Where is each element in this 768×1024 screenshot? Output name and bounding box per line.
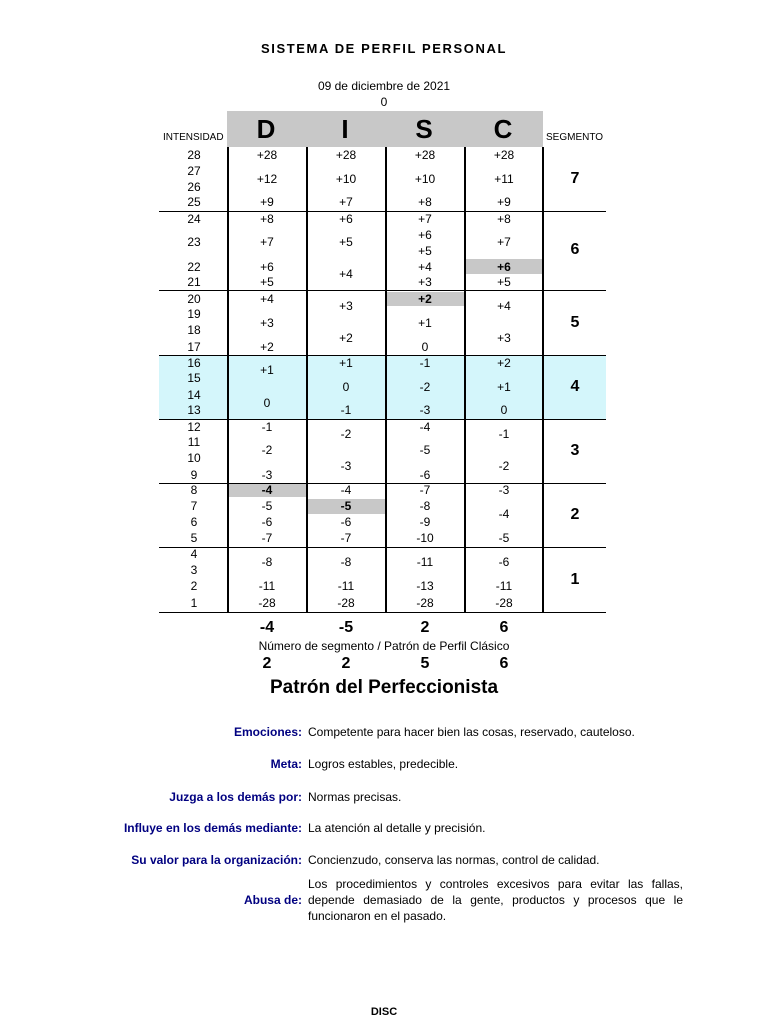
d-value: +5 (260, 275, 274, 289)
d-value: +6 (260, 260, 274, 274)
judges-label: Juzga a los demás por: (169, 790, 302, 804)
report-number: 0 (380, 95, 388, 109)
intensity-value: 2 (190, 579, 198, 593)
i-value: +10 (335, 172, 357, 186)
intensity-value: 17 (187, 340, 201, 354)
c-value: +9 (497, 195, 511, 209)
score-c: 6 (499, 619, 509, 636)
segment-s: 5 (420, 655, 430, 672)
c-value: -2 (498, 459, 510, 473)
c-value: +7 (497, 235, 511, 249)
segment-d: 2 (262, 655, 272, 672)
influences-value: La atención al detalle y precisión. (308, 821, 486, 835)
i-value: -7 (340, 531, 352, 545)
d-value: +3 (260, 316, 274, 330)
i-value: +5 (339, 235, 353, 249)
intensity-value: 28 (187, 148, 201, 162)
d-value: -8 (261, 555, 273, 569)
document-title: SISTEMA DE PERFIL PERSONAL (260, 41, 507, 56)
goal-label: Meta: (270, 757, 302, 771)
intensity-value: 5 (190, 531, 198, 545)
s-value: -28 (416, 596, 434, 610)
intensity-value: 15 (187, 371, 201, 385)
d-value: -11 (258, 579, 276, 593)
d-value: -5 (261, 499, 273, 513)
i-value: -1 (340, 403, 352, 417)
segment-number: 7 (570, 170, 580, 187)
d-value: -7 (261, 531, 273, 545)
intensity-value: 10 (187, 451, 201, 465)
d-value: -1 (261, 420, 273, 434)
intensity-value: 11 (187, 435, 201, 449)
i-value: 0 (342, 380, 350, 394)
intensity-value: 1 (190, 596, 198, 610)
value-to-org-label: Su valor para la organización: (131, 853, 302, 867)
influences-label: Influye en los demás mediante: (123, 821, 302, 835)
s-value: +4 (418, 260, 432, 274)
i-value: -8 (340, 555, 352, 569)
intensity-value: 22 (187, 260, 201, 274)
segment-number: 1 (570, 571, 580, 588)
d-value: -2 (261, 443, 273, 457)
intensity-value: 24 (187, 212, 201, 226)
intensity-value: 9 (190, 468, 198, 482)
c-value: +4 (497, 299, 511, 313)
segment-number: 2 (570, 506, 580, 523)
d-value: +28 (256, 148, 278, 162)
intensity-value: 3 (190, 563, 198, 577)
segment-caption: Número de segmento / Patrón de Perfil Clásico (258, 639, 510, 653)
s-value: -5 (419, 443, 431, 457)
score-i: -5 (338, 619, 354, 636)
segment-divider (159, 547, 606, 548)
s-value: +10 (414, 172, 436, 186)
i-value: +2 (339, 331, 353, 345)
i-value: +28 (335, 148, 357, 162)
s-value: -1 (419, 356, 431, 370)
i-value: +1 (339, 356, 353, 370)
d-value-highlighted: -4 (261, 483, 273, 497)
s-value: -9 (419, 515, 431, 529)
s-value: +8 (418, 195, 432, 209)
report-date: 09 de diciembre de 2021 (317, 79, 451, 93)
intensity-value: 16 (187, 356, 201, 370)
c-value-highlighted: +6 (497, 260, 511, 274)
d-value: -3 (261, 468, 273, 482)
intensity-value: 6 (190, 515, 198, 529)
segment-number: 3 (570, 442, 580, 459)
segment-number: 5 (570, 314, 580, 331)
intensity-value: 19 (187, 307, 201, 321)
intensity-value: 14 (187, 388, 201, 402)
overuses-label: Abusa de: (243, 893, 302, 907)
i-value: +7 (339, 195, 353, 209)
c-value: 0 (500, 403, 508, 417)
emotions-value: Competente para hacer bien las cosas, reservado, cauteloso. (308, 725, 635, 739)
c-value: -5 (498, 531, 510, 545)
pattern-title: Patrón del Perfeccionista (269, 677, 499, 698)
c-value: -28 (495, 596, 513, 610)
i-value: -28 (337, 596, 355, 610)
d-value: +7 (260, 235, 274, 249)
s-value: -2 (419, 380, 431, 394)
s-value: -11 (416, 555, 434, 569)
s-value-highlighted: +2 (418, 292, 432, 306)
s-value: -6 (419, 468, 431, 482)
judges-value: Normas precisas. (308, 790, 402, 804)
c-value: -3 (498, 483, 510, 497)
intensity-value: 26 (187, 180, 201, 194)
emotions-label: Emociones: (233, 725, 302, 739)
overuses-value: Los procedimientos y controles excesivos para evitar las fallas, depende demasiado de la gente, productos y procesos que le funcionaron en el pasado. (308, 877, 683, 923)
segment-number: 6 (570, 241, 580, 258)
i-value: -11 (337, 579, 355, 593)
letter-d: D (256, 114, 276, 144)
letter-i: I (341, 114, 349, 144)
i-value: -3 (340, 459, 352, 473)
i-value: +3 (339, 299, 353, 313)
segment-divider (159, 290, 606, 291)
s-value: -3 (419, 403, 431, 417)
c-value: +5 (497, 275, 511, 289)
segment-number: 4 (570, 378, 580, 395)
c-value: +28 (493, 148, 515, 162)
c-value: -11 (495, 579, 513, 593)
s-value: +6 (418, 228, 432, 242)
c-value: +8 (497, 212, 511, 226)
c-value: -4 (498, 507, 510, 521)
d-value: +12 (256, 172, 278, 186)
s-value: +5 (418, 244, 432, 258)
score-d: -4 (259, 619, 275, 636)
s-value: -13 (416, 579, 434, 593)
segment-divider (159, 419, 606, 420)
d-value: +1 (260, 363, 274, 377)
s-value: +7 (418, 212, 432, 226)
c-value: +3 (497, 331, 511, 345)
letter-c: C (493, 114, 513, 144)
c-value: +11 (494, 172, 514, 186)
value-to-org-value: Concienzudo, conserva las normas, control de calidad. (308, 853, 600, 867)
c-value: -1 (498, 427, 510, 441)
d-value: 0 (263, 396, 271, 410)
i-value: +6 (339, 212, 353, 226)
s-value: +1 (418, 316, 432, 330)
intensity-value: 7 (190, 499, 198, 513)
intensity-value: 4 (190, 547, 198, 561)
intensity-value: 13 (187, 403, 201, 417)
segment-c: 6 (499, 655, 509, 672)
intensity-value: 18 (187, 323, 201, 337)
footer-label: DISC (370, 1006, 398, 1018)
s-value: 0 (421, 340, 429, 354)
c-value: +2 (497, 356, 511, 370)
intensity-value: 12 (187, 420, 201, 434)
s-value: +3 (418, 275, 432, 289)
intensity-value: 20 (187, 292, 201, 306)
intensity-value: 21 (187, 275, 201, 289)
intensity-value: 23 (187, 235, 201, 249)
segment-header: SEGMENTO (546, 132, 604, 143)
i-value: +4 (339, 267, 353, 281)
segment-i: 2 (341, 655, 351, 672)
d-value: -28 (258, 596, 276, 610)
s-value: -7 (419, 483, 431, 497)
i-value: -2 (340, 427, 352, 441)
c-value: -6 (498, 555, 510, 569)
d-value: +4 (260, 292, 274, 306)
s-value: -8 (419, 499, 431, 513)
d-value: -6 (261, 515, 273, 529)
intensity-value: 8 (190, 483, 198, 497)
i-value: -4 (340, 483, 352, 497)
intensity-value: 25 (187, 195, 201, 209)
d-value: +8 (260, 212, 274, 226)
letter-s: S (415, 114, 433, 144)
d-value: +9 (260, 195, 274, 209)
intensity-value: 27 (187, 164, 201, 178)
i-value-highlighted: -5 (340, 499, 352, 513)
intensity-header: INTENSIDAD (163, 132, 224, 143)
i-value: -6 (340, 515, 352, 529)
s-value: -10 (416, 531, 434, 545)
goal-value: Logros estables, predecible. (308, 757, 459, 771)
c-value: +1 (497, 380, 511, 394)
score-s: 2 (420, 619, 430, 636)
s-value: -4 (419, 420, 431, 434)
d-value: +2 (260, 340, 274, 354)
segment-divider (159, 612, 606, 613)
s-value: +28 (414, 148, 436, 162)
